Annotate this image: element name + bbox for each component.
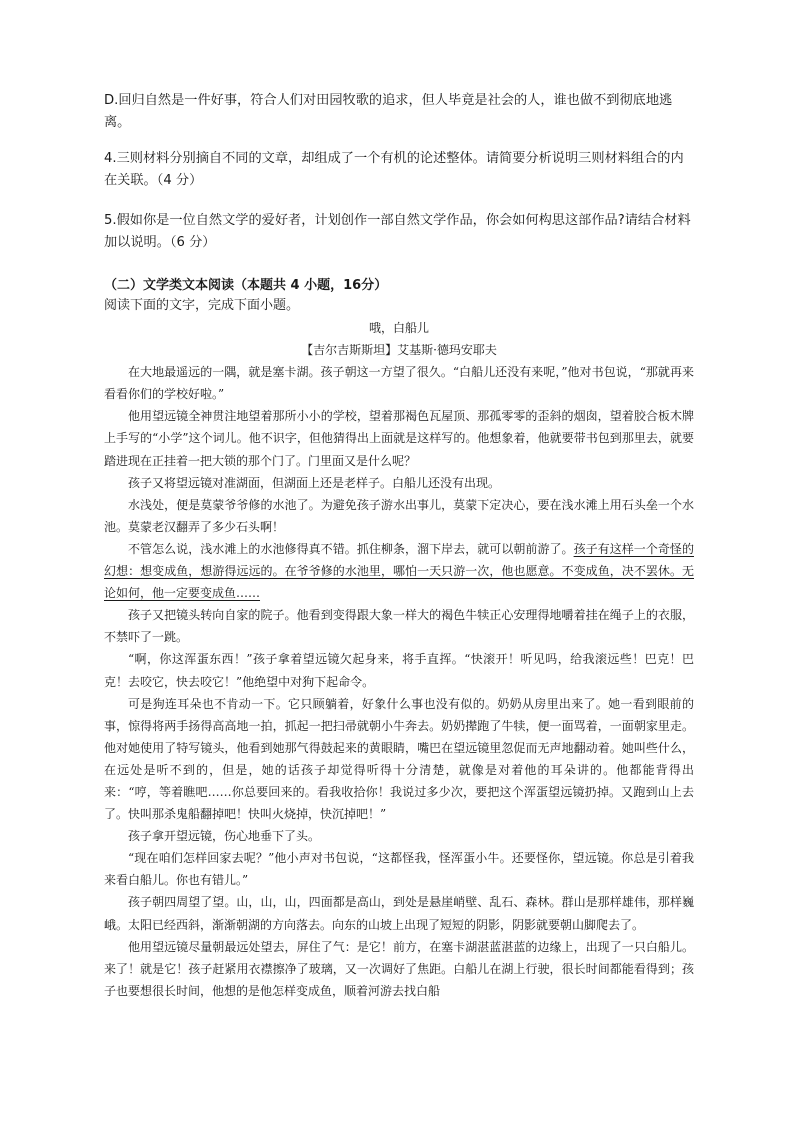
story-paragraph-12: 他用望远镜尽量朝最远处望去，屏住了气：是它！前方，在塞卡湖湛蓝湛蓝的边缘上，出现了一只白船儿。来了！就是它！孩子赶紧用衣襟擦净了玻璃，又一次调好了焦距。白船儿在湖上行驶，很长时间都能看得到；孩子也要想很长时间，他想的是他怎样变成鱼，顺着河游去找白船 (104, 939, 694, 998)
story-paragraph-11: 孩子朝四周望了望。山，山，山，四面都是高山，到处是悬崖峭壁、乱石、森林。群山是那样雄伟，那样巍峨。太阳已经西斜，渐渐朝湖的方向落去。向东的山坡上出现了短短的阴影，阴影就要朝山脚爬去了。 (104, 895, 694, 932)
question-4: 4.三则材料分别摘自不同的文章，却组成了一个有机的论述整体。请简要分析说明三则材料组合的内在关联。（4 分） (104, 151, 684, 188)
story-title: 哦，白船儿 (368, 321, 429, 335)
question-5: 5.假如你是一位自然文学的爱好者，计划创作一部自然文学作品，你会如何构思这部作品?请结合材料加以说明。（6 分） (104, 213, 691, 250)
section-instruction: 阅读下面的文字，完成下面小题。 (104, 298, 300, 313)
story-paragraph-8: 可是狗连耳朵也不肯动一下。它只顾躺着，好象什么事也没有似的。奶奶从房里出来了。她一看到眼前的事，惊得将两手扬得高高地一拍，抓起一把扫帚就朝小牛奔去。奶奶撵跑了牛犊，便一面骂着，一面朝家里走。他对她使用了特写镜头，他看到她那气得鼓起来的黄眼睛，嘴巴在望远镜里忽促而无声地翻动着。她叫些什么，在远处是听不到的，但是，她的话孩子却觉得听得十分清楚，就像是对着他的耳朵讲的。他都能背得出来：“哼，等着瞧吧……你总要回来的。看我收拾你！我说过多少次，要把这个浑蛋望远镜扔掉。又跑到山上去了。快叫那杀鬼船翻掉吧！快叫火烧掉，快沉掉吧！” (104, 696, 694, 822)
option-d-text: D.回归自然是一件好事，符合人们对田园牧歌的追求，但人毕竟是社会的人，谁也做不到彻底地逃离。 (104, 93, 673, 130)
story-paragraph-5-text: 不管怎么说，浅水滩上的水池修得真不错。抓住柳条，溜下岸去，就可以朝前游了。 (128, 541, 574, 556)
story-paragraph-4: 水浅处，便是莫蒙爷爷修的水池了。为避免孩子游水出事儿，莫蒙下定决心，要在浅水滩上用石头垒一个水池。莫蒙老汉翻弄了多少石头啊！ (104, 497, 694, 534)
story-paragraph-3: 孩子又将望远镜对准湖面，但湖面上还是老样子。白船儿还没有出现。 (128, 475, 501, 490)
underlined-sentence: 孩子有这样一个奇怪的幻想：想变成鱼，想游得远远的。在爷爷修的水池里，哪怕一天只游一次，他也愿意。不变成鱼，决不罢休。无论如何，他一定要变成鱼…… (104, 541, 694, 601)
story-paragraph-5 (104, 538, 694, 604)
story-paragraph-7: “啊，你这浑蛋东西！”孩子拿着望远镜欠起身来，将手直挥。“快滚开！听见吗，给我滚远些！巴克！巴克！去咬它，快去咬它！”他绝望中对狗下起命令。 (104, 652, 694, 689)
story-paragraph-2: 他用望远镜全神贯注地望着那所小小的学校，望着那褐色瓦屋顶、那孤零零的歪斜的烟囱，望着胶合板木牌上手写的“小学”这个词儿。他不识字，但他猜得出上面就是这样写的。他想象着，他就要带书包到那里去，就要踏进现在正挂着一把大锁的那个门了。门里面又是什么呢？ (104, 409, 694, 468)
story-paragraph-6: 孩子又把镜头转向自家的院子。他看到变得跟大象一样大的褐色牛犊正心安理得地嚼着挂在绳子上的衣服，不禁吓了一跳。 (104, 608, 694, 645)
story-paragraph-10: “现在咱们怎样回家去呢？”他小声对书包说，“这都怪我，怪浑蛋小牛。还要怪你，望远镜。你总是引着我来看白船儿。你也有错儿。” (104, 851, 694, 888)
story-paragraph-1: 在大地最遥远的一隅，就是塞卡湖。孩子朝这一方望了很久。“白船儿还没有来呢，”他对书包说，“那就再来看看你们的学校好啦。” (104, 365, 694, 402)
section-header (104, 276, 694, 316)
option-d (104, 90, 694, 134)
story-paragraph-9: 孩子拿开望远镜，伤心地垂下了头。 (128, 829, 321, 844)
section-heading: （二）文学类文本阅读（本题共 4 小题，16分） (104, 278, 388, 293)
story (104, 317, 694, 1002)
story-author: 【吉尔吉斯斯坦】艾基斯·德玛安耶夫 (301, 343, 497, 358)
